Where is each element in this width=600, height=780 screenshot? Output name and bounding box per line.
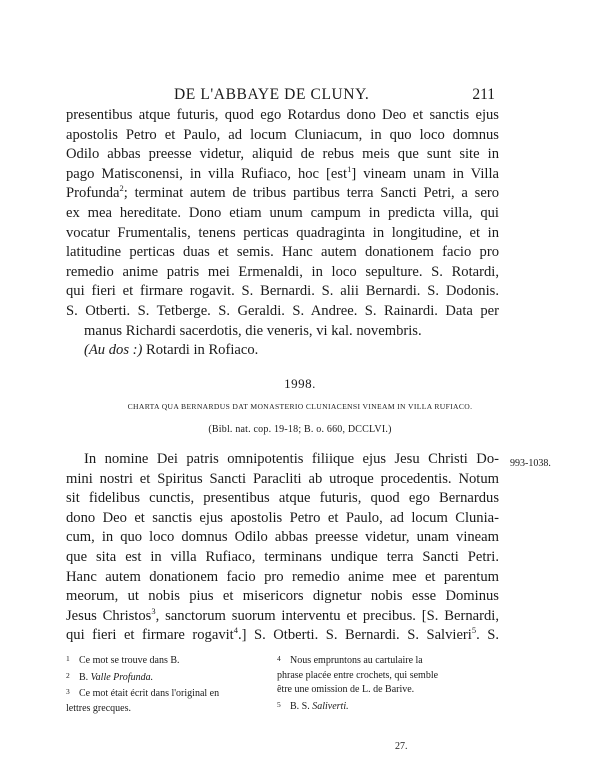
text-line: meorum, ut nobis pius et misericors dignetur nobis esse Dominus: [66, 588, 499, 605]
text-line: Jesus Christos$^3$, sanctorum suorum interventu et precibus. [S. Bernardi,: [66, 605, 499, 624]
signature-mark: 27.: [395, 741, 408, 752]
body-text-top: [66, 106, 499, 361]
running-title: DE L'ABBAYE DE CLUNY.: [174, 86, 370, 103]
endorsement-line: (Au dos :) Rotardi in Rofiaco.: [84, 342, 259, 359]
text-line: dono Deo et sanctis ejus apostolis Petro et Paulo, ad locum Clunia-: [66, 509, 499, 526]
text-line: ex mea hereditate. Dono etiam unum campum in predicta villa, qui: [66, 204, 499, 221]
footnote-ref: 5: [471, 625, 477, 636]
footnote-ref: 2: [119, 183, 124, 194]
footnote-ref: 4: [233, 625, 238, 636]
text-line: In nomine Dei patris omnipotentis filiique ejus Jesu Christi Do-: [84, 451, 499, 467]
au-dos-label: (Au dos :): [84, 342, 143, 359]
text-line: remedio anime patris mei Ermenaldi, in loco sepulture. S. Rotardi,: [66, 263, 499, 280]
footnotes-right: [277, 652, 499, 714]
text-line: apostolis Petro et Paulo, ad locum Cluniacum, in quo loco domnus: [66, 126, 499, 143]
margin-date: 993-1038.: [510, 458, 551, 469]
text-line: qui fieri et firmare rogavit. S. Bernardi. S. alii Bernardi. S. Dodonis.: [66, 283, 499, 300]
footnote: 5 B. S. Saliverti.: [277, 699, 349, 712]
footnote: 1 Ce mot se trouve dans B.: [66, 654, 180, 666]
text-line: Profunda$^2$; terminat autem de tribus partibus terra Sancti Petri, a sero: [66, 183, 499, 202]
text-line: Odilo abbas preesse videtur, aliquid de rebus meis que sunt site in: [66, 146, 499, 163]
footnote-ref: 3: [151, 605, 156, 616]
text-line: vocatur Frumentalis, tenens perticas quadraginta in longitudine, et in: [66, 224, 499, 241]
text-line: S. Otberti. S. Tetberge. S. Geraldi. S. Andree. S. Rainardi. Data per: [66, 302, 499, 319]
text-line: manus Richardi sacerdotis, die veneris, vi kal. novembris.: [84, 322, 422, 339]
footnote: 4 Nous empruntons au cartulaire la: [277, 654, 423, 666]
charter-heading: CHARTA QUA BERNARDUS DAT MONASTERIO CLUNIACENSI VINEAM IN VILLA RUFIACO.: [127, 402, 473, 411]
text-line: mini nostri et Spiritus Sancti Paracliti ab utroque procedentis. Notum: [66, 470, 499, 487]
source-reference: (Bibl. nat. cop. 19-18; B. o. 660, DCCLVI.): [208, 424, 392, 435]
footnote-continuation: être une omission de L. de Barive.: [277, 684, 415, 695]
footnote-ref: 1: [347, 163, 352, 174]
text-line: sit fidelibus cunctis, presentibus atque futuris, quod ego Bernardus: [66, 490, 499, 507]
footnotes-left: [66, 652, 271, 716]
text-line: pago Matisconensi, in villa Rufiaco, hoc [est$^1$] vineam unam in Villa: [66, 163, 499, 182]
text-line: presentibus atque futuris, quod ego Rotardus dono Deo et sanctis ejus: [66, 107, 499, 123]
text-line: qui fieri et firmare rogavit$^4$.] S. Otberti. S. Bernardi. S. Salvieri$^5$. S.: [66, 625, 500, 644]
body-text-bottom: [66, 450, 499, 646]
footnote-continuation: phrase placée entre crochets, qui semble: [277, 669, 439, 681]
page-number: 211: [472, 86, 495, 103]
footnote-continuation: lettres grecques.: [66, 702, 131, 714]
text-line: cum, in quo loco domnus Odilo abbas preesse videtur, unam vineam: [66, 529, 499, 546]
text-line: que sita est in villa Rufiaco, terminans undique terra Sancti Petri.: [66, 548, 499, 565]
footnote: 3 Ce mot était écrit dans l'original en: [66, 687, 220, 699]
charter-number: 1998.: [284, 376, 316, 391]
footnote: 2 B. Valle Profunda.: [66, 670, 154, 683]
text-line: latitudine perticas duas et semis. Hanc autem donationem facio pro: [66, 244, 499, 261]
text-line: Hanc autem donationem facio pro remedio anime mee et parentum: [66, 568, 499, 585]
